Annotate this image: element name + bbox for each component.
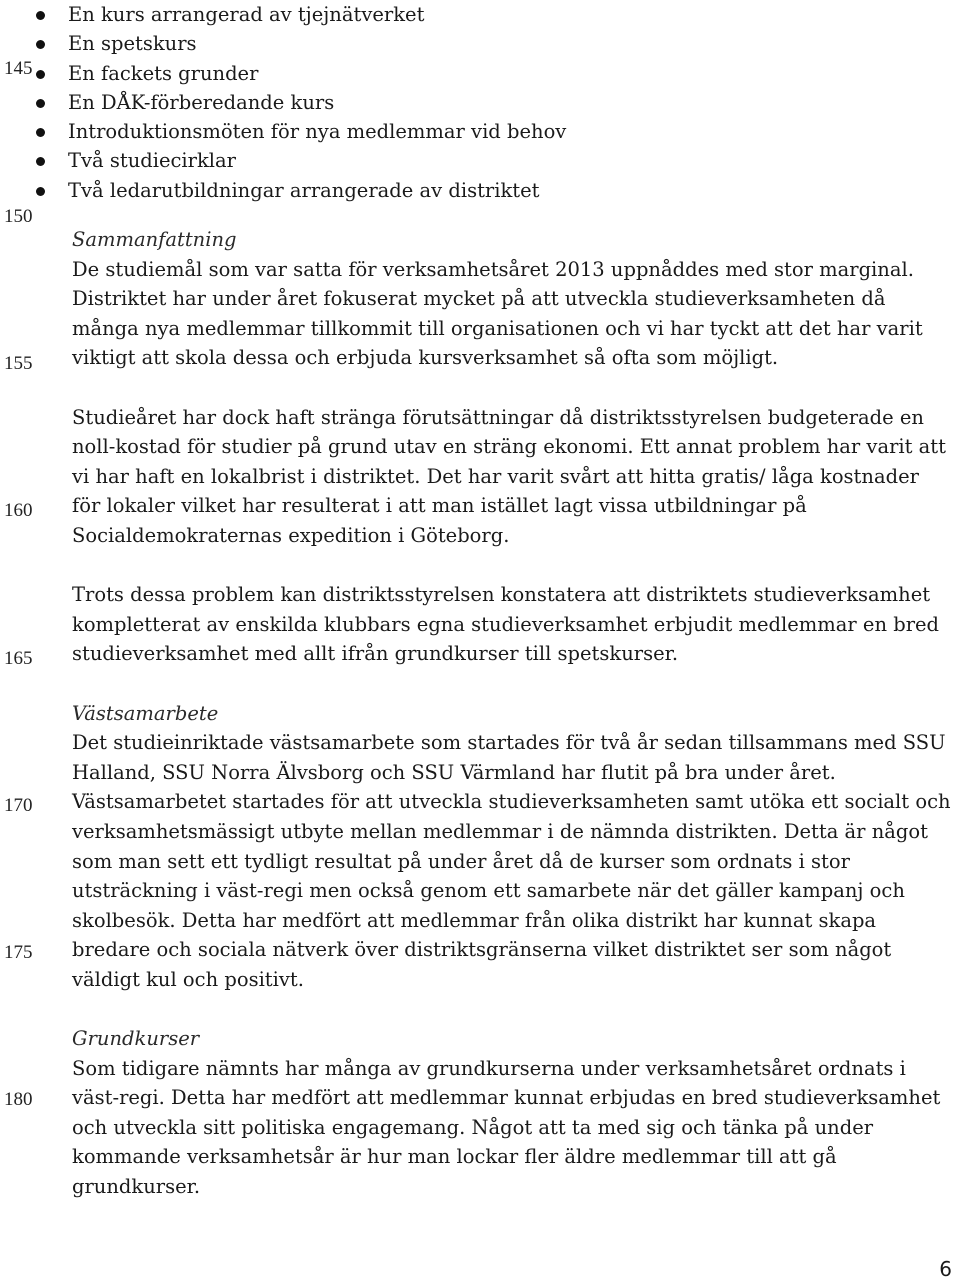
list-item: En spetskurs	[0, 29, 952, 58]
bullet-icon	[36, 157, 45, 166]
document-body	[68, 0, 952, 1202]
west-heading: Västsamarbete	[72, 701, 219, 725]
line-number: 165	[4, 648, 33, 669]
summary-paragraph-3: Trots dessa problem kan distriktsstyrelsen konstatera att distriktets studieverksamhet kompletterat av enskilda klubbars egna studieverksamhet erbjudit medlemmar en bred studieverksamhet med allt ifrån grundkurser till spetskurser.	[72, 583, 940, 666]
line-number: 170	[4, 795, 33, 816]
basic-courses-paragraph: Som tidigare nämnts har många av grundkurserna under verksamhetsåret ordnats i väst-regi. Detta har medfört att medlemmar kunnat erbjudas en bred studieverksamhet och utveckla sitt politiska engagemang. Något att ta med sig och tänka på under kommande verksamhetsår är hur man lockar fler äldre medlemmar till att gå grundkurser.	[72, 1056, 941, 1199]
list-item: Två studiecirklar	[0, 146, 952, 175]
course-bullet-list	[0, 0, 952, 205]
basic-courses-heading: Grundkurser	[72, 1027, 200, 1051]
bullet-icon	[36, 99, 45, 108]
list-item: Introduktionsmöten för nya medlemmar vid behov	[0, 117, 952, 146]
bullet-icon	[36, 187, 45, 196]
list-item: En kurs arrangerad av tjejnätverket	[0, 0, 952, 29]
summary-paragraph-1: De studiemål som var satta för verksamhetsåret 2013 uppnåddes med stor marginal. Distriktet har under året fokuserat mycket på att utveckla studieverksamheten då många nya medlemmar tillkommit till organisationen och vi har tyckt att det har varit viktigt att skola dessa och erbjuda kursverksamhet så ofta som möjligt.	[72, 257, 923, 370]
line-number: 145	[4, 58, 33, 79]
line-number: 155	[4, 353, 33, 374]
bullet-icon	[36, 70, 45, 79]
bullet-icon	[36, 40, 45, 49]
summary-heading: Sammanfattning	[72, 228, 237, 252]
summary-paragraph-2: Studieåret har dock haft stränga förutsättningar då distriktsstyrelsen budgeterade en noll-kostad för studier på grund utav en sträng ekonomi. Ett annat problem har varit att vi har haft en lokalbrist i distriktet. Det har varit svårt att hitta gratis/ låga kostnader för lokaler vilket har resulterat i att man istället lagt vissa utbildningar på Socialdemokraternas expedition i Göteborg.	[72, 405, 946, 548]
line-number: 150	[4, 206, 33, 227]
line-number: 175	[4, 942, 33, 963]
west-paragraph: Det studieinriktade västsamarbete som startades för två år sedan tillsammans med SSU Halland, SSU Norra Älvsborg och SSU Värmland har flutit på bra under året. Västsamarbetet startades för att utveckla studieverksamheten samt utöka ett socialt och verksamhetsmässigt utbyte mellan medlemmar i de nämnda distrikten. Detta är något som man sett ett tydligt resultat på under året då de kurser som ordnats i stor utsträckning i väst-regi men också genom ett samarbete när det gäller kampanj och skolbesök. Detta har medfört att medlemmar från olika distrikt har kunnat skapa bredare och sociala nätverk över distriktsgränserna vilket distriktet ser som något väldigt kul och positivt.	[72, 731, 951, 991]
line-number: 160	[4, 500, 33, 521]
list-item: En fackets grunder	[0, 59, 952, 88]
bullet-icon	[36, 128, 45, 137]
page-number: 6	[939, 1257, 952, 1281]
list-item: En DÅK-förberedande kurs	[0, 88, 952, 117]
list-item: Två ledarutbildningar arrangerade av distriktet	[0, 176, 952, 205]
line-number: 180	[4, 1089, 33, 1110]
bullet-icon	[36, 11, 45, 20]
